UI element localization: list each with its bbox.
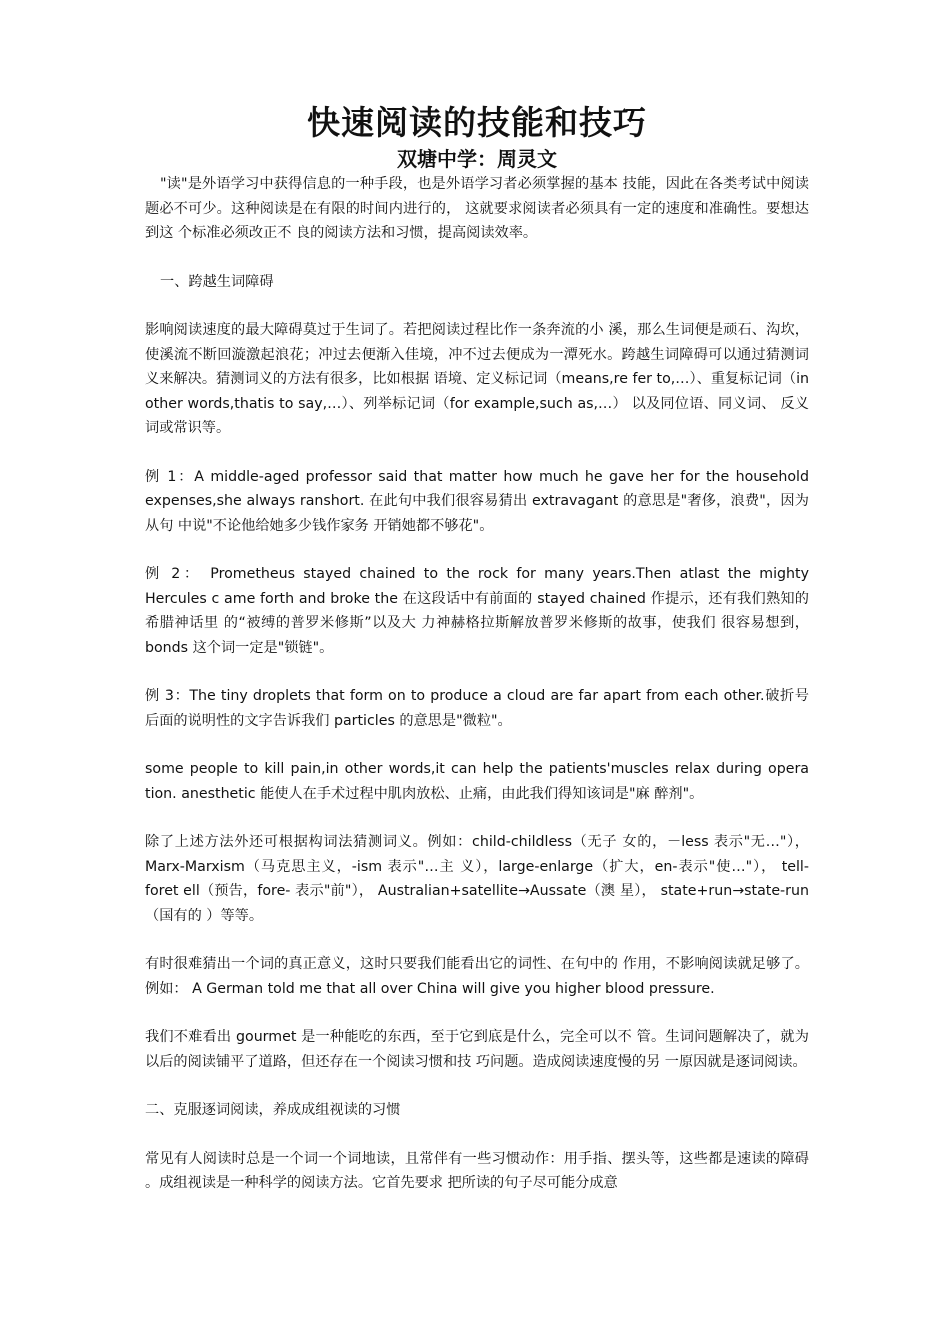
- gourmet-paragraph: 我们不难看出 gourmet 是一种能吃的东西，至于它到底是什么，完全可以不 管。生词问题解决了，就为以后的阅读铺平了道路，但还存在一个阅读习惯和技 巧问题。造成阅读速度慢的另 一原因就是逐词阅读。: [145, 1029, 809, 1070]
- section-heading-1: 一、跨越生词障碍: [160, 273, 274, 290]
- section1-paragraph: 影响阅读速度的最大障碍莫过于生词了。若把阅读过程比作一条奔流的小 溪，那么生词便是顽石、沟坎，使溪流不断回漩激起浪花；冲过去便渐入佳境，冲不过去便成为一潭死水。跨越生词障碍可以通过猜测词义来解决。猜测词义的方法有很多，比如根据 语境、定义标记词（means,re fer to,…）、重复标记词（in other words,thatis to say,…）、列举标记词（for example,such as,…） 以及同位语、同义词、 反义词或常识等。: [145, 322, 809, 436]
- document-author: 双塘中学：周灵文: [397, 147, 557, 171]
- section2-paragraph: 常见有人阅读时总是一个词一个词地读，且常伴有一些习惯动作：用手指、摆头等，这些都是速读的障碍 。成组视读是一种科学的阅读方法。它首先要求 把所读的句子尽可能分成意: [145, 1150, 809, 1191]
- document-page: [145, 100, 809, 1196]
- document-title: 快速阅读的技能和技巧: [307, 103, 647, 142]
- example-1-paragraph: 例 1：A middle-aged professor said that matter how much he gave her for the household expenses,she always ranshort. 在此句中我们很容易猜出 extravagant 的意思是"奢侈，浪费"，因为从句 中说"不论他给她多少钱作家务 开销她都不够花"。: [145, 468, 809, 534]
- intro-paragraph: "读"是外语学习中获得信息的一种手段，也是外语学习者必须掌握的基本 技能，因此在各类考试中阅读 题必不可少。这种阅读是在有限的时间内进行的， 这就要求阅读者必须具有一定的速度和准确性。要想达到这 个标准必须改正不 良的阅读方法和习惯，提高阅读效率。: [145, 176, 809, 241]
- part-of-speech-paragraph: 有时很难猜出一个词的真正意义，这时只要我们能看出它的词性、在句中的 作用，不影响阅读就足够了。 例如： A German told me that all over China will give you higher blood pressure.: [145, 956, 809, 997]
- example-3-paragraph: 例 3：The tiny droplets that form on to produce a cloud are far apart from each other.破折号后面的说明性的文字告诉我们 particles 的意思是"微粒"。: [145, 688, 809, 729]
- section-heading-2: 二、克服逐词阅读，养成成组视读的习惯: [145, 1102, 401, 1118]
- word-formation-paragraph: 除了上述方法外还可根据构词法猜测词义。例如：child-childless（无子 女的，－less 表示"无…"）， Marx-Marxism（马克思主义，-ism 表示"…主 义），large-enlarge（扩大，en-表示"使…"）， tell-foret ell（预告，fore- 表示"前"）， Australian+satellite→Aussate（澳 星）， state+run→state-run （国有的 ）等等。: [145, 834, 809, 924]
- example-4-paragraph: some people to kill pain,in other words,it can help the patients'muscles relax during opera tion. anesthetic 能使人在手术过程中肌肉放松、止痛，由此我们得知该词是"麻 醉剂"。: [145, 761, 809, 802]
- example-2-paragraph: 例 2： Prometheus stayed chained to the rock for many years.Then atlast the mighty Hercules c ame forth and broke the 在这段话中有前面的 stayed chained 作提示，还有我们熟知的希腊神话里 的“被缚的普罗米修斯”以及大 力神赫格拉斯解放普罗米修斯的故事，使我们 很容易想到，bonds 这个词一定是"锁链"。: [145, 566, 809, 656]
